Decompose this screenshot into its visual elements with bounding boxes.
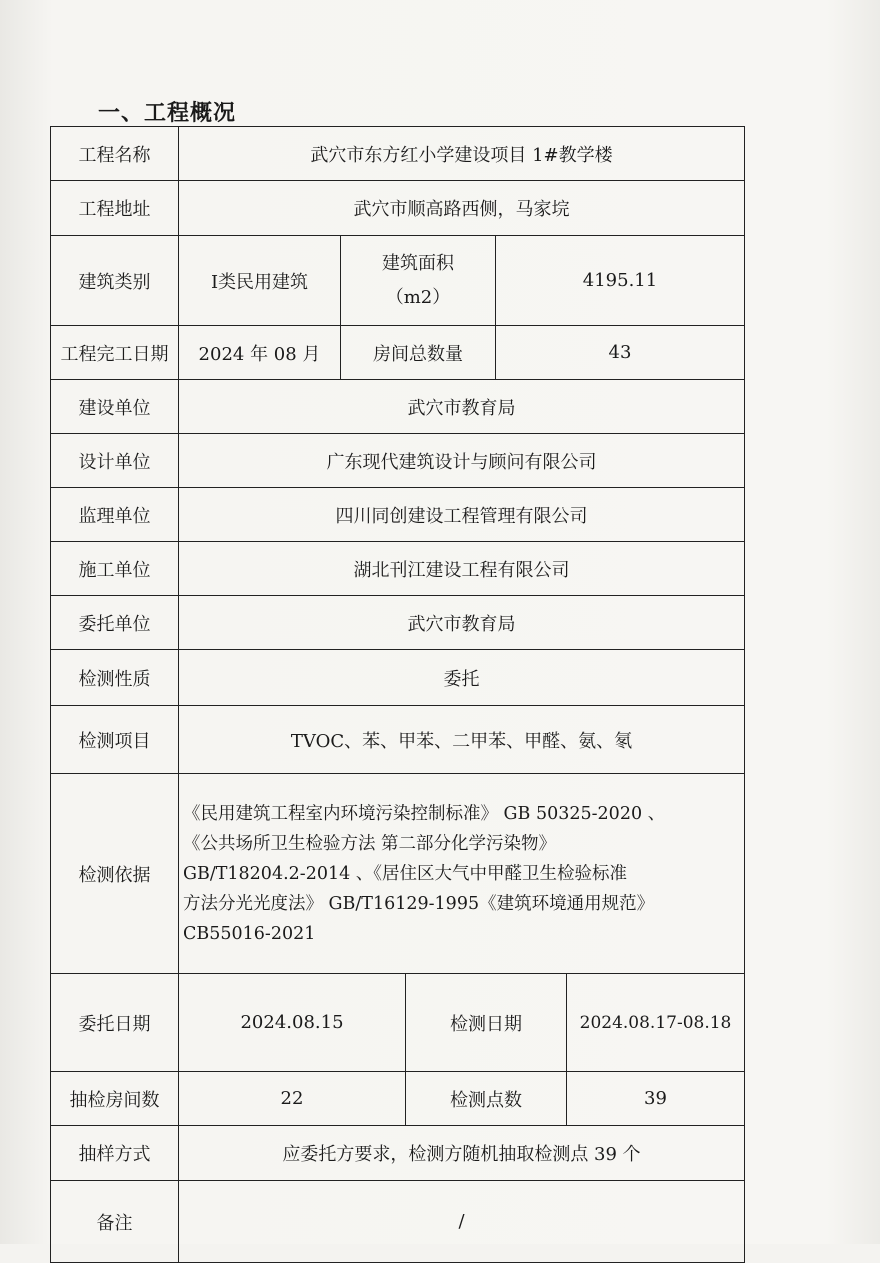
label-client-unit: 委托单位 [51, 596, 179, 650]
label-commission-date: 委托日期 [51, 974, 179, 1072]
label-test-basis: 检测依据 [51, 774, 179, 974]
row-project-address [51, 181, 745, 236]
value-remarks: / [179, 1181, 745, 1263]
row-building-category [51, 236, 745, 326]
area-label-line-2: （m2） [385, 286, 451, 308]
label-project-name: 工程名称 [51, 127, 179, 181]
value-sampling-method: 应委托方要求，检测方随机抽取检测点 39 个 [179, 1126, 745, 1181]
row-test-basis [51, 774, 745, 974]
label-test-items: 检测项目 [51, 706, 179, 774]
value-builder-unit: 湖北刊江建设工程有限公司 [179, 542, 745, 596]
label-test-nature: 检测性质 [51, 650, 179, 706]
label-test-date: 检测日期 [406, 974, 567, 1072]
value-completion-date: 2024 年 08 月 [179, 326, 341, 380]
test-basis-line-5: CB55016-2021 [183, 923, 316, 944]
project-overview-table [50, 126, 745, 1263]
row-test-items [51, 706, 745, 774]
value-building-area: 4195.11 [496, 236, 745, 326]
label-design-unit: 设计单位 [51, 434, 179, 488]
row-counts [51, 1072, 745, 1126]
label-remarks: 备注 [51, 1181, 179, 1263]
value-commission-date: 2024.08.15 [179, 974, 406, 1072]
value-test-items: TVOC、苯、甲苯、二甲苯、甲醛、氨、氡 [179, 706, 745, 774]
value-total-rooms: 43 [496, 326, 745, 380]
value-project-name: 武穴市东方红小学建设项目 1#教学楼 [179, 127, 745, 181]
test-basis-line-2: 《公共场所卫生检验方法 第二部分化学污染物》 [183, 833, 557, 854]
label-building-area [341, 236, 496, 326]
label-construction-unit: 建设单位 [51, 380, 179, 434]
value-test-points: 39 [567, 1072, 745, 1126]
row-remarks [51, 1181, 745, 1263]
label-building-category: 建筑类别 [51, 236, 179, 326]
value-sampled-rooms: 22 [179, 1072, 406, 1126]
row-completion [51, 326, 745, 380]
label-test-points: 检测点数 [406, 1072, 567, 1126]
row-construction-unit [51, 380, 745, 434]
label-total-rooms: 房间总数量 [341, 326, 496, 380]
row-supervision-unit [51, 488, 745, 542]
label-completion-date: 工程完工日期 [51, 326, 179, 380]
row-client-unit [51, 596, 745, 650]
label-sampled-rooms: 抽检房间数 [51, 1072, 179, 1126]
row-design-unit [51, 434, 745, 488]
row-sampling [51, 1126, 745, 1181]
value-test-date: 2024.08.17-08.18 [567, 974, 745, 1072]
value-construction-unit: 武穴市教育局 [179, 380, 745, 434]
row-test-nature [51, 650, 745, 706]
label-sampling-method: 抽样方式 [51, 1126, 179, 1181]
value-test-basis [179, 774, 745, 974]
value-client-unit: 武穴市教育局 [179, 596, 745, 650]
row-builder-unit [51, 542, 745, 596]
value-design-unit: 广东现代建筑设计与顾问有限公司 [179, 434, 745, 488]
section-title: 一、工程概况 [98, 101, 237, 126]
label-supervision-unit: 监理单位 [51, 488, 179, 542]
label-builder-unit: 施工单位 [51, 542, 179, 596]
test-basis-line-3: GB/T18204.2-2014 、《居住区大气中甲醛卫生检验标准 [183, 863, 628, 884]
value-project-address: 武穴市顺高路西侧，马家垸 [179, 181, 745, 236]
value-building-category: Ⅰ类民用建筑 [179, 236, 341, 326]
label-project-address: 工程地址 [51, 181, 179, 236]
area-label-line-1: 建筑面积 [382, 252, 454, 274]
row-dates [51, 974, 745, 1072]
value-test-nature: 委托 [179, 650, 745, 706]
test-basis-line-1: 《民用建筑工程室内环境污染控制标准》 GB 50325-2020 、 [183, 803, 666, 824]
test-basis-line-4: 方法分光光度法》 GB/T16129-1995《建筑环境通用规范》 [183, 893, 655, 914]
row-project-name [51, 127, 745, 181]
value-supervision-unit: 四川同创建设工程管理有限公司 [179, 488, 745, 542]
